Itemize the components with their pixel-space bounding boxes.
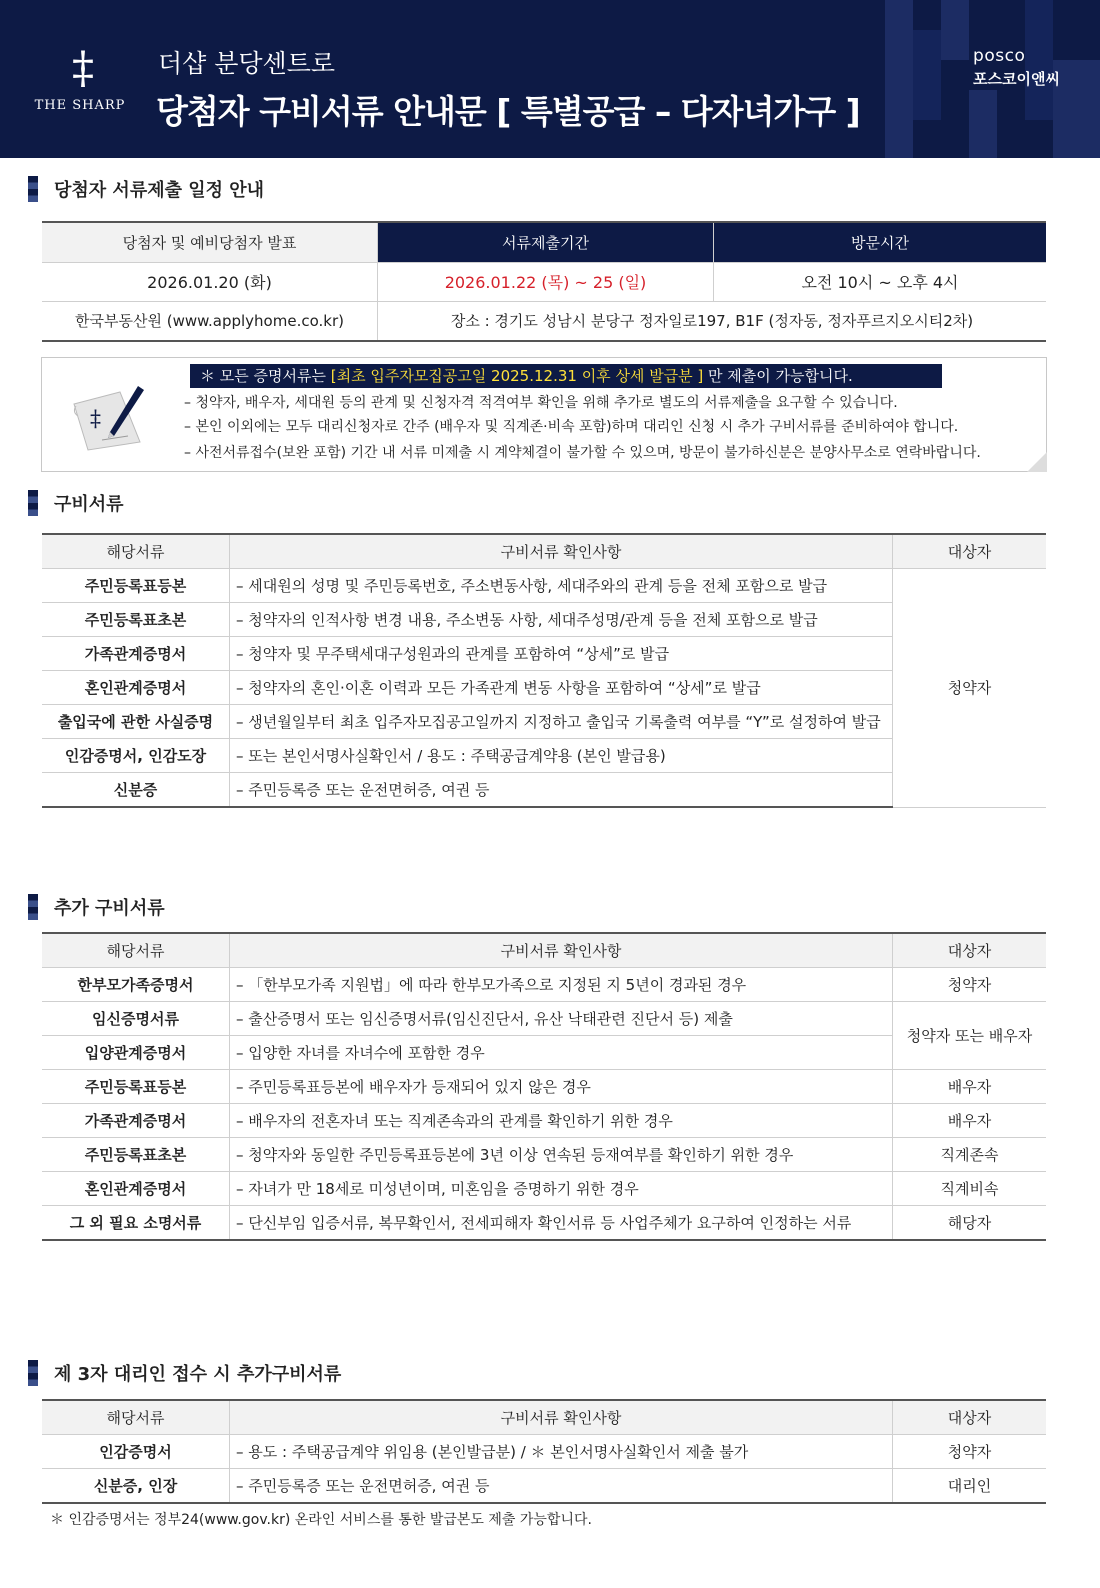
announcement-site: 한국부동산원 (www.applyhome.co.kr) [42, 301, 378, 341]
table-row [42, 1435, 1046, 1469]
page-title: 당첨자 구비서류 안내문 [ 특별공급 – 다자녀가구 ] [156, 92, 860, 131]
doc-target: 배우자 [893, 1070, 1047, 1104]
page-header [0, 0, 1100, 158]
table-row [42, 1002, 1046, 1036]
table-row [42, 968, 1046, 1002]
section-title-required: 구비서류 [28, 490, 124, 516]
notice-line-2: – 본인 이외에는 모두 대리신청자로 간주 (배우자 및 직계존·비속 포함)하며 대리인 신청 시 추가 구비서류를 준비하여야 합니다. [184, 419, 959, 435]
doc-name: 혼인관계증명서 [42, 1172, 230, 1206]
the-sharp-logo [34, 43, 126, 113]
doc-desc: – 배우자의 전혼자녀 또는 직계존속과의 관계를 확인하기 위한 경우 [230, 1104, 893, 1138]
doc-name: 인감증명서 [42, 1435, 230, 1469]
table-row [42, 1206, 1046, 1241]
page-fold-decoration [1027, 452, 1047, 472]
footnote: ＊ 인감증명서는 정부24(www.gov.kr) 온라인 서비스를 통한 발급본도 제출 가능합니다. [50, 1512, 592, 1528]
doc-name: 신분증, 인장 [42, 1469, 230, 1504]
table-row [42, 1138, 1046, 1172]
doc-name: 가족관계증명서 [42, 1104, 230, 1138]
doc-desc: – 청약자의 인적사항 변경 내용, 주소변동 사항, 세대주성명/관계 등을 전체 포함으로 발급 [230, 603, 893, 637]
proxy-docs-table [42, 1399, 1046, 1504]
col-header-announcement: 당첨자 및 예비당첨자 발표 [42, 222, 378, 262]
col-header-target: 대상자 [893, 933, 1047, 968]
doc-name: 주민등록표등본 [42, 1070, 230, 1104]
doc-name: 가족관계증명서 [42, 637, 230, 671]
table-row [42, 1172, 1046, 1206]
col-header-desc: 구비서류 확인사항 [230, 933, 893, 968]
doc-target: 청약자 [893, 569, 1047, 808]
document-pen-icon [68, 382, 148, 452]
doc-target: 청약자 [893, 968, 1047, 1002]
notice-highlight-date: [최초 입주자모집공고일 2025.12.31 이후 상세 발급분 ] [330, 367, 704, 385]
doc-desc: – 청약자와 동일한 주민등록표등본에 3년 이상 연속된 등재여부를 확인하기 위한 경우 [230, 1138, 893, 1172]
doc-target: 해당자 [893, 1206, 1047, 1241]
logo-text: THE SHARP [34, 98, 126, 113]
doc-desc: – 또는 본인서명사실확인서 / 용도 : 주택공급계약용 (본인 발급용) [230, 739, 893, 773]
notice-line-3: – 사전서류접수(보완 포함) 기간 내 서류 미제출 시 계약체결이 불가할 수 있으며, 방문이 불가하신분은 분양사무소로 연락바랍니다. [184, 445, 981, 461]
doc-name: 임신증명서류 [42, 1002, 230, 1036]
svg-text:‡: ‡ [90, 407, 101, 432]
section-title-schedule: 당첨자 서류제출 일정 안내 [28, 176, 264, 202]
col-header-submission: 서류제출기간 [378, 222, 714, 262]
doc-target: 직계비속 [893, 1172, 1047, 1206]
brand-ko: 포스코이앤씨 [973, 70, 1060, 88]
doc-name: 한부모가족증명서 [42, 968, 230, 1002]
doc-desc: – 단신부임 입증서류, 복무확인서, 전세피해자 확인서류 등 사업주체가 요구하여 인정하는 서류 [230, 1206, 893, 1241]
doc-desc: – 출산증명서 또는 임신증명서류(임신진단서, 유산 낙태관련 진단서 등) 제출 [230, 1002, 893, 1036]
doc-name: 입양관계증명서 [42, 1036, 230, 1070]
doc-target: 대리인 [893, 1469, 1047, 1504]
doc-name: 주민등록표등본 [42, 569, 230, 603]
submission-period: 2026.01.22 (목) ~ 25 (일) [378, 262, 714, 301]
table-row [42, 1070, 1046, 1104]
posco-brand [973, 46, 1060, 89]
doc-name: 출입국에 관한 사실증명 [42, 705, 230, 739]
doc-desc: – 입양한 자녀를 자녀수에 포함한 경우 [230, 1036, 893, 1070]
doc-name: 그 외 필요 소명서류 [42, 1206, 230, 1241]
doc-name: 주민등록표초본 [42, 1138, 230, 1172]
doc-target: 직계존속 [893, 1138, 1047, 1172]
doc-name: 혼인관계증명서 [42, 671, 230, 705]
doc-target: 청약자 [893, 1435, 1047, 1469]
notice-box [41, 357, 1047, 472]
page-subtitle: 더샵 분당센트로 [158, 49, 335, 78]
notice-line-1: – 청약자, 배우자, 세대원 등의 관계 및 신청자격 적격여부 확인을 위해 추가로 별도의 서류제출을 요구할 수 있습니다. [184, 395, 898, 411]
table-row [42, 569, 1046, 603]
schedule-table [42, 221, 1046, 342]
col-header-visit-time: 방문시간 [714, 222, 1047, 262]
section-marker [28, 490, 38, 516]
brand-en: posco [973, 46, 1026, 66]
col-header-desc: 구비서류 확인사항 [230, 1400, 893, 1435]
doc-name: 인감증명서, 인감도장 [42, 739, 230, 773]
required-docs-table [42, 533, 1046, 808]
section-marker [28, 176, 38, 202]
col-header-target: 대상자 [893, 534, 1047, 569]
doc-desc: – 세대원의 성명 및 주민등록번호, 주소변동사항, 세대주와의 관계 등을 전체 포함으로 발급 [230, 569, 893, 603]
doc-target: 청약자 또는 배우자 [893, 1002, 1047, 1070]
doc-name: 주민등록표초본 [42, 603, 230, 637]
col-header-doc: 해당서류 [42, 933, 230, 968]
notice-highlight: ＊ 모든 증명서류는 [최초 입주자모집공고일 2025.12.31 이후 상세 발급분 ] 만 제출이 가능합니다. [190, 364, 942, 388]
doc-desc: – 청약자의 혼인·이혼 이력과 모든 가족관계 변동 사항을 포함하여 “상세”로 발급 [230, 671, 893, 705]
doc-desc: – 자녀가 만 18세로 미성년이며, 미혼임을 증명하기 위한 경우 [230, 1172, 893, 1206]
doc-desc: – 「한부모가족 지원법」에 따라 한부모가족으로 지정된 지 5년이 경과된 경우 [230, 968, 893, 1002]
doc-desc: – 생년월일부터 최초 입주자모집공고일까지 지정하고 출입국 기록출력 여부를 “Y”로 설정하여 발급 [230, 705, 893, 739]
doc-name: 신분증 [42, 773, 230, 808]
additional-docs-table [42, 932, 1046, 1241]
col-header-desc: 구비서류 확인사항 [230, 534, 893, 569]
table-row [42, 1104, 1046, 1138]
doc-target: 배우자 [893, 1104, 1047, 1138]
col-header-target: 대상자 [893, 1400, 1047, 1435]
section-marker [28, 1360, 38, 1386]
section-title-proxy: 제 3자 대리인 접수 시 추가구비서류 [28, 1360, 341, 1386]
doc-desc: – 청약자 및 무주택세대구성원과의 관계를 포함하여 “상세”로 발급 [230, 637, 893, 671]
visit-location: 장소 : 경기도 성남시 분당구 정자일로197, B1F (정자동, 정자푸르지오시티2차) [378, 301, 1047, 341]
section-title-additional: 추가 구비서류 [28, 894, 165, 920]
doc-desc: – 주민등록증 또는 운전면허증, 여권 등 [230, 1469, 893, 1504]
table-row [42, 1469, 1046, 1504]
doc-desc: – 용도 : 주택공급계약 위임용 (본인발급분) / ＊ 본인서명사실확인서 제출 불가 [230, 1435, 893, 1469]
col-header-doc: 해당서류 [42, 1400, 230, 1435]
col-header-doc: 해당서류 [42, 534, 230, 569]
section-marker [28, 894, 38, 920]
doc-desc: – 주민등록증 또는 운전면허증, 여권 등 [230, 773, 893, 808]
logo-mark: ‡ [72, 43, 88, 94]
visit-time: 오전 10시 ~ 오후 4시 [714, 262, 1047, 301]
doc-desc: – 주민등록표등본에 배우자가 등재되어 있지 않은 경우 [230, 1070, 893, 1104]
announcement-date: 2026.01.20 (화) [42, 262, 378, 301]
